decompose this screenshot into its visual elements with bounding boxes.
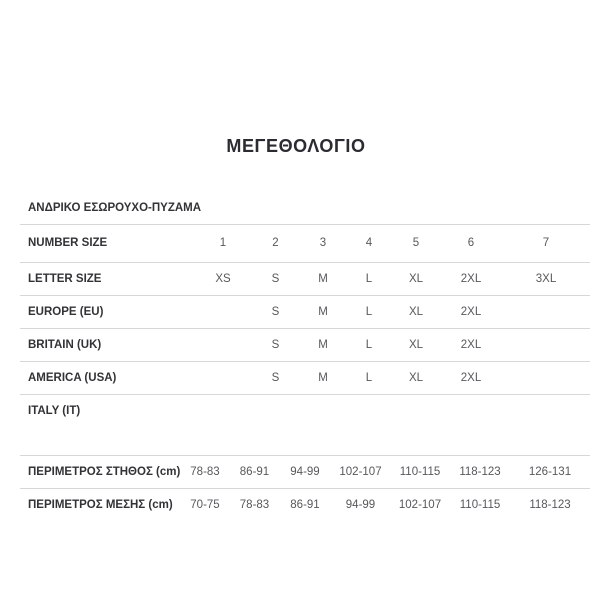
size-value-cell: 110-115 [399,466,441,478]
size-value-cell: L [365,338,373,351]
row-label: LETTER SIZE [28,272,102,285]
row-label: BRITAIN (UK) [28,338,102,351]
size-value-cell [346,394,392,427]
table-row [20,262,590,295]
size-conversion-table [20,225,590,427]
row-label: NUMBER SIZE [28,237,108,250]
table-row [20,489,590,522]
size-value-cell: 118-123 [529,499,571,512]
row-label: ΠΕΡΙΜΕΤΡΟΣ ΜΕΣΗΣ (cm) [28,499,173,512]
table-row [20,328,590,361]
size-value-cell: XL [408,305,424,318]
size-value-cell: M [318,338,328,351]
size-chart-content [20,202,590,522]
size-value-cell: 6 [467,237,475,250]
size-value-cell: 110-115 [459,499,501,512]
page-title: ΜΕΓΕΘΟΛΟΓΙΟ [226,136,366,156]
size-value-cell [195,361,251,394]
size-value-cell: S [271,305,280,318]
size-value-cell: 4 [365,237,373,250]
size-value-cell [195,394,251,427]
size-value-cell: L [365,272,373,285]
size-value-cell: XL [408,272,424,285]
row-label: ΠΕΡΙΜΕΤΡΟΣ ΣΤΗΘΟΣ (cm) [28,466,180,478]
size-value-cell: XS [215,272,231,285]
size-value-cell [502,394,590,427]
size-value-cell: S [271,371,280,384]
size-value-cell: 5 [412,237,420,250]
table-row [20,361,590,394]
size-value-cell [251,394,300,427]
size-value-cell: 70-75 [190,499,220,512]
size-value-cell: M [318,272,328,285]
size-value-cell: 126-131 [528,466,572,478]
row-label: EUROPE (EU) [28,305,104,318]
size-value-cell: 102-107 [398,499,442,512]
size-value-cell: XL [408,338,424,351]
size-value-cell [440,394,502,427]
size-value-cell: S [271,272,280,285]
size-value-cell: 1 [219,237,227,250]
table-row [20,295,590,328]
size-value-cell: XL [408,371,424,384]
size-value-cell [392,394,440,427]
size-value-cell: 3 [319,237,327,250]
size-value-cell: 94-99 [290,466,320,478]
size-value-cell [502,328,590,361]
size-value-cell: 86-91 [290,499,320,512]
size-value-cell: L [365,305,373,318]
size-value-cell: 102-107 [339,466,382,478]
size-value-cell: S [271,338,280,351]
row-label: ITALY (IT) [28,404,81,417]
size-value-cell: 78-83 [190,466,220,478]
measurement-table [20,455,590,522]
section-title: ΑΝΔΡΙΚΟ ΕΣΩΡΟΥΧΟ-ΠΥΖΑΜΑ [20,202,590,225]
size-value-cell: 2XL [460,305,482,318]
table-row [20,456,590,489]
size-value-cell: 2XL [460,338,482,351]
size-value-cell: 3XL [535,272,557,285]
size-value-cell: 78-83 [239,499,270,512]
size-value-cell: 2XL [460,272,482,285]
size-value-cell [300,394,346,427]
size-value-cell [195,328,251,361]
size-value-cell [195,295,251,328]
size-value-cell: 118-123 [459,466,501,478]
size-value-cell: M [318,371,328,384]
size-value-cell: M [318,305,328,318]
size-value-cell: 94-99 [345,499,376,512]
size-value-cell: 2XL [460,371,482,384]
size-value-cell: 2 [272,237,279,250]
table-row [20,225,590,262]
size-value-cell: 86-91 [239,466,270,478]
size-value-cell: 7 [542,237,550,250]
table-row [20,394,590,427]
size-value-cell [502,295,590,328]
row-label: AMERICA (USA) [28,371,117,384]
size-value-cell [502,361,590,394]
size-value-cell: L [365,371,373,384]
